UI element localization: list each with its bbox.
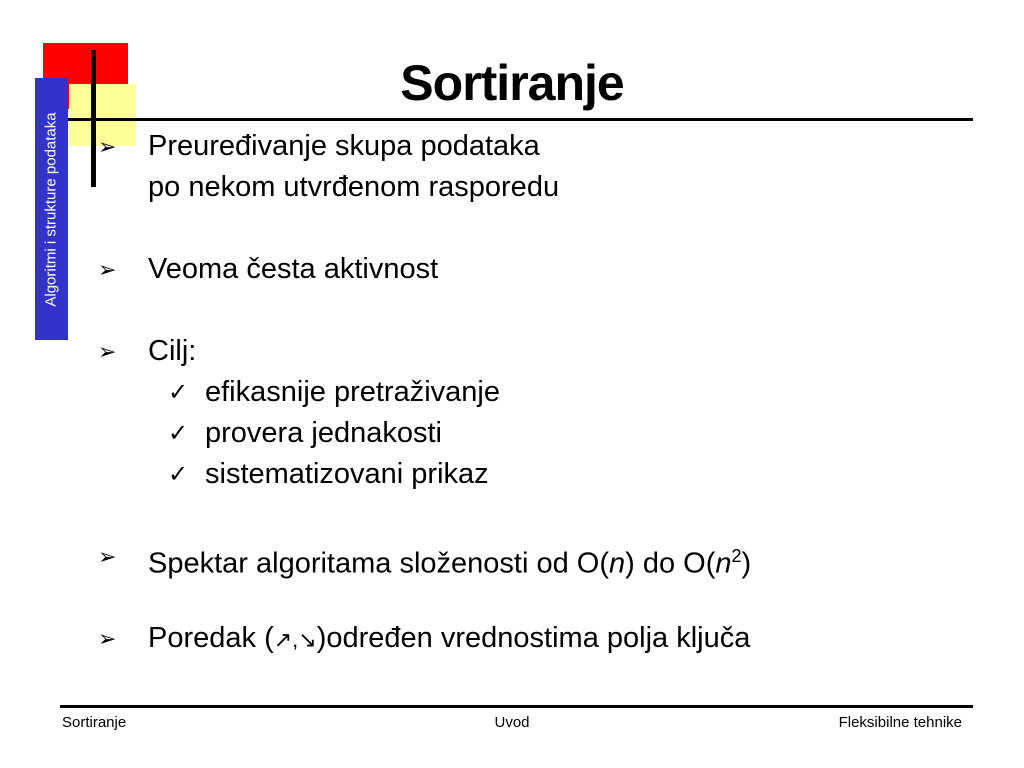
sub-bullet-text: provera jednakosti <box>205 417 442 449</box>
n-variable: n <box>609 547 626 580</box>
slide-title: Sortiranje <box>400 55 624 111</box>
bullet-text-complexity <box>148 536 751 585</box>
sub-bullet-text: sistematizovani prikaz <box>205 458 489 490</box>
sub-bullet-text: efikasnije pretraživanje <box>205 376 500 408</box>
checkmark-icon: ✓ <box>168 420 189 447</box>
arrow-bullet-icon: ➢ <box>98 339 117 364</box>
checkmark-icon: ✓ <box>168 379 189 406</box>
n-variable: n <box>715 547 732 580</box>
checkmark-icon: ✓ <box>168 461 189 488</box>
order-prefix: Poredak ( <box>148 622 274 654</box>
arrow-bullet-icon: ➢ <box>98 544 117 569</box>
footer-left-text: Sortiranje <box>62 714 127 731</box>
complexity-mid: ) do O( <box>625 547 716 580</box>
bullet-text: Preuređivanje skupa podataka <box>148 130 540 162</box>
arrow-bullet-icon: ➢ <box>98 134 117 159</box>
bullet-text: Veoma česta aktivnost <box>148 253 439 285</box>
arrow-bullet-icon: ➢ <box>98 257 117 282</box>
order-direction-icons: ↗,↘ <box>273 627 317 652</box>
bullet-text: Cilj: <box>148 335 197 367</box>
footer-divider <box>60 705 973 708</box>
footer-right-text: Fleksibilne tehnike <box>838 714 962 731</box>
side-label-band <box>35 78 68 340</box>
bullet-text-order <box>148 618 750 660</box>
complexity-suffix: ) <box>741 547 752 580</box>
order-suffix: )određen vrednostima polja ključa <box>316 622 751 654</box>
complexity-prefix: Spektar algoritama složenosti od O( <box>148 547 609 580</box>
bullet-text: po nekom utvrđenom rasporedu <box>148 171 560 203</box>
side-label: Algoritmi i strukture podataka <box>43 111 61 307</box>
title-divider <box>68 118 973 121</box>
footer-center-text: Uvod <box>494 714 530 731</box>
exponent: 2 <box>731 546 742 566</box>
arrow-bullet-icon: ➢ <box>98 626 117 651</box>
